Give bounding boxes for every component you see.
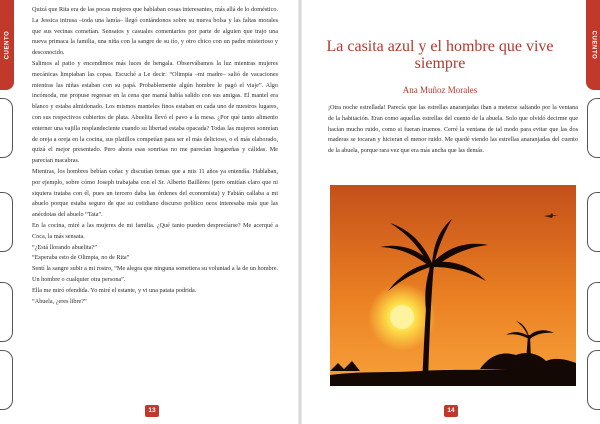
sky (330, 185, 576, 386)
body-paragraph: Mientras, los hombres bebían coñac y discutían temas que a mis 11 años ya entendía. Hablaban, por ejemplo, sobre cómo Joseph trabajaba con el Sr. Alberto Baillères (pero omitían claro que ni siquiera trataba con él, pues un tercero daba las órdenes del economista) y Fabián callaba a mi abuelo porque estaba seguro de que su cotidiano discurso político ocos interesaba más que las anécdotas del abuelo “Tata”. (32, 167, 278, 219)
edge-bracket-right (587, 282, 600, 342)
page-number-right: 14 (444, 405, 458, 417)
body-paragraph: Salimos al patio y encendimos más luces de bengala. Observábamos la luz mientras mujeres mecánicas limpiaban las copas. Escuché a Le decir: “Olimpia –mi madre– salió de vacaciones mientras las niñas estaban con su papá. Probablemente algún hombre le pagó el viaje”. Algo incómoda, me propuse regresar en la cena que mamá había salido con sus amigas. El mantel era blanco y estaba almidonado. Los mismos manteles finos estaban en cada uno de nuestros lugares, con sus respectivos cubiertos de plata. Abuelita llevó el pavo a la mesa. ¿Por qué tanto alimento enterner una vajilla resplandeciente cuando su libertad estaba opacada? Todas las mujeres sonreían de oreja a oreja en la cocina, sus platillos competían para ser el más delicioso, o el más elaborado, quizá el mejor presentado. Pero ahora esas sonrisas no me parecían hogareñas y cálidas. Me parecían macabras. (32, 59, 278, 165)
body-paragraph: En la cocina, miré a las mujeres de mi familia. ¿Qué tanto pueden desprecíarse? Me acerqué a Coca, la más sensata. (32, 221, 278, 240)
section-tab-left-label: CUENTO (4, 30, 11, 60)
body-paragraph: Quizá que Rita era de las pocas mujeres que hablaban cosas interesantes, más allá de lo doméstico. La Jessica intrusa –toda una lamía– llegó contándonos sobre su nueva bolsa y las faltas morales que sus vecinas cometían. Sensatos y casuales comentarios por parte de alguien que trajo una nueva primaca la familia, una niña con la sangre de su tío, y otro chico con un padre misterioso y desconocido. (32, 6, 278, 57)
body-paragraph: “Abuela, ¿eres libre?” (32, 297, 87, 305)
story-author: Ana Muñoz Morales (402, 85, 478, 95)
book-gutter (298, 0, 302, 424)
edge-bracket-left (0, 192, 13, 252)
section-tab-right-label: CUENTO (590, 30, 597, 60)
edge-bracket-left (0, 98, 13, 158)
edge-bracket-left (0, 350, 13, 410)
body-paragraph: “Esperaba esto de Olimpia, no de Rita” (32, 254, 130, 262)
section-tab-left (0, 0, 14, 90)
sunset-palm-illustration (330, 185, 576, 386)
sunset-palm-photo (330, 185, 576, 386)
edge-bracket-right (587, 98, 600, 158)
left-page-body (32, 5, 278, 307)
body-paragraph: Sentí la sangre subir a mi rostro, “Me alegra que ninguna sometiera su voluntad a la de un hombre. Un hombre o cualquier otra persona”. (32, 265, 278, 283)
page-number-left: 13 (145, 405, 159, 417)
body-paragraph: ¡Otra noche estrellada! Parecía que las estrellas anaranjadas iban a meterse saltando por la ventana de la habitación. Eran como aquellas estrellas del cuento de la abuela. Solo que olvidó decirme que hacían mucho ruido, como si fueran truenos. Cerré la ventana de tal modo para evitar que las dos maderas se tocaran y hicieran el menor ruido. Me quedé viendo las estrellas anaranjadas del cuento de la abuela, porque rara vez que era más ancha que las demás. (328, 104, 578, 155)
right-page-body (328, 103, 578, 157)
section-tab-right (586, 0, 600, 90)
edge-bracket-right (587, 192, 600, 252)
sun (390, 305, 414, 329)
story-title: La casita azul y el hombre que vive siempre (326, 38, 554, 72)
body-paragraph: Ella me miró ofendida. Yo miré el estante, y vi una patata podrida. (32, 286, 197, 294)
edge-bracket-left (0, 282, 13, 342)
body-paragraph: “¿Está llorando abuelita?” (32, 243, 97, 251)
edge-bracket-right (587, 350, 600, 410)
